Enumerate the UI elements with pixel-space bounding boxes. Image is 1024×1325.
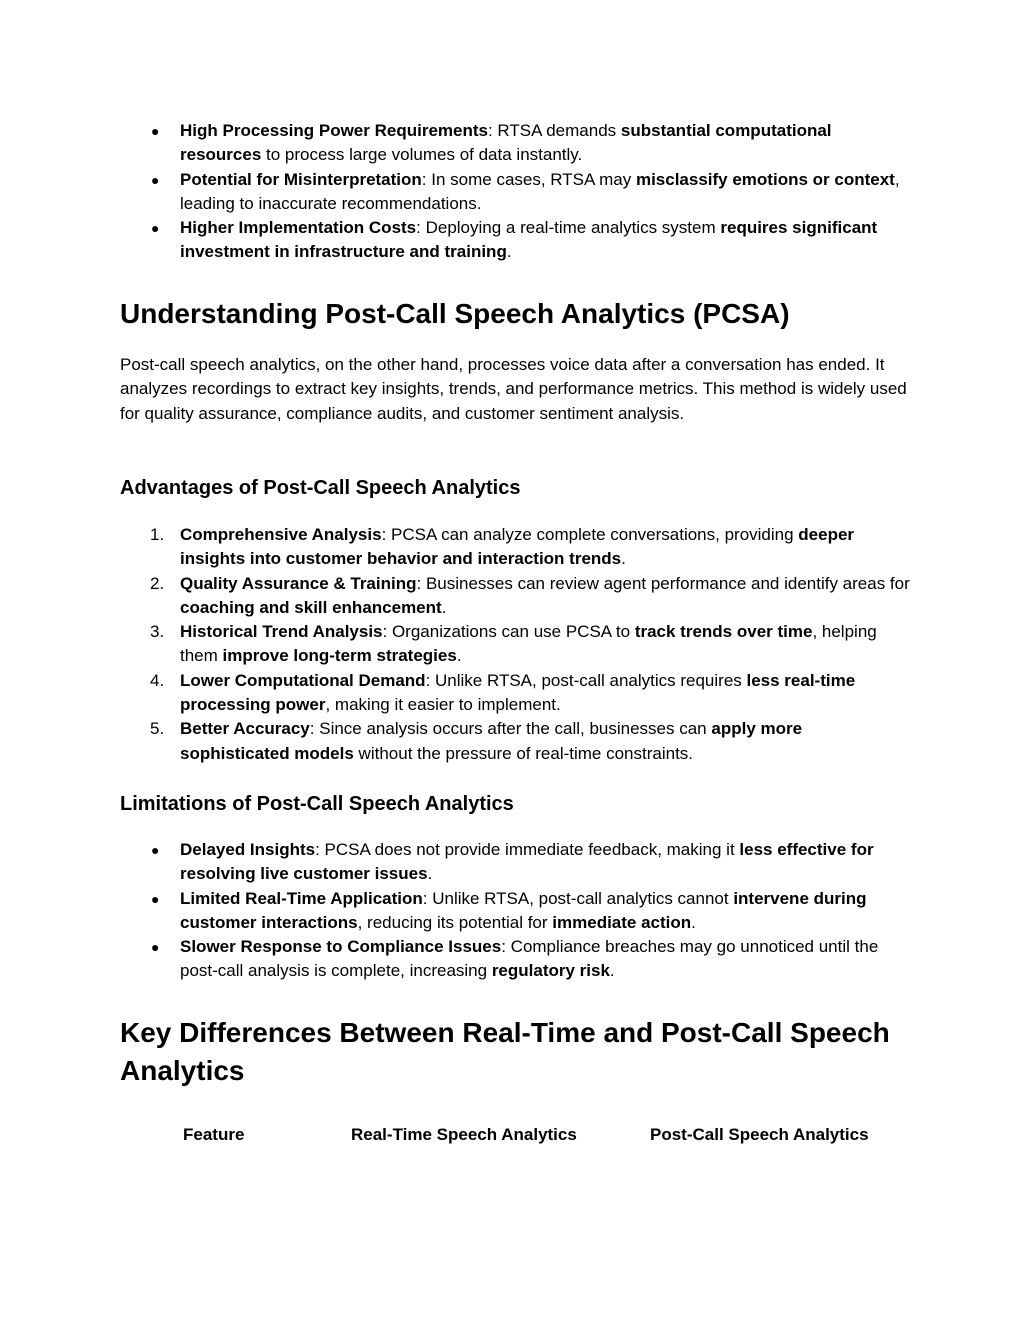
rtsa-limitations-list: [120, 119, 910, 265]
advantages-heading: Advantages of Post-Call Speech Analytics: [120, 477, 521, 499]
list-item: 4. Lower Computational Demand: Unlike RTSA, post-call analytics requires less real-time processing power, making it easier to implement.: [150, 670, 856, 715]
limitations-heading: Limitations of Post-Call Speech Analytics: [120, 793, 514, 815]
bullet-icon: ●: [151, 842, 160, 858]
list-item: ● Higher Implementation Costs: Deploying a real-time analytics system requires significant investment in infrastructure and training.: [151, 218, 878, 262]
list-item: ● High Processing Power Requirements: RTSA demands substantial computational resources to process large volumes of data instantly.: [151, 121, 832, 165]
comparison-table-header: [120, 1125, 910, 1151]
list-item: 5. Better Accuracy: Since analysis occurs after the call, businesses can apply more sophisticated models without the pressure of real-time constraints.: [150, 719, 803, 763]
list-number: 5.: [150, 719, 165, 739]
bullet-icon: ●: [151, 939, 160, 956]
list-item: 3. Historical Trend Analysis: Organizations can use PCSA to track trends over time, helping them improve long-term strategies.: [150, 622, 877, 666]
bullet-icon: ●: [151, 220, 160, 237]
table-header-real-time: Real-Time Speech Analytics: [351, 1125, 577, 1144]
list-number: 4.: [150, 670, 165, 690]
list-number: 1.: [150, 525, 165, 544]
list-item: ● Potential for Misinterpretation: In some cases, RTSA may misclassify emotions or context, leading to inaccurate recommendations.: [151, 169, 900, 213]
pcsa-limitations-list: [120, 838, 910, 984]
pcsa-heading: Understanding Post-Call Speech Analytics (PCSA): [120, 298, 790, 329]
pcsa-paragraph: Post-call speech analytics, on the other hand, processes voice data after a conversation has ended. It analyzes recordings to extract key insights, trends, and performance metrics. This method is widely used for quality assurance, compliance audits, and customer sentiment analysis.: [120, 355, 907, 423]
bullet-icon: ●: [151, 123, 160, 139]
advantages-list: [120, 523, 910, 766]
list-number: 3.: [150, 622, 165, 642]
list-item: ● Slower Response to Compliance Issues: Compliance breaches may go unnoticed until the post-call analysis is complete, increasing regulatory risk.: [151, 937, 879, 981]
list-item: 1. Comprehensive Analysis: PCSA can analyze complete conversations, providing deeper insights into customer behavior and interaction trends.: [150, 525, 855, 569]
list-item: ● Delayed Insights: PCSA does not provide immediate feedback, making it less effective for resolving live customer issues.: [151, 840, 874, 884]
differences-heading: Key Differences Between Real-Time and Post-Call Speech Analytics: [120, 1017, 890, 1086]
list-number: 2.: [150, 573, 165, 593]
bullet-icon: ●: [151, 890, 160, 907]
list-item: 2. Quality Assurance & Training: Businesses can review agent performance and identify areas for coaching and skill enhancement.: [150, 573, 910, 617]
table-header-feature: Feature: [183, 1125, 245, 1144]
list-item: ● Limited Real-Time Application: Unlike RTSA, post-call analytics cannot intervene during customer interactions, reducing its potential for immediate action.: [151, 888, 867, 932]
bullet-icon: ●: [151, 171, 160, 188]
table-header-post-call: Post-Call Speech Analytics: [650, 1125, 869, 1144]
